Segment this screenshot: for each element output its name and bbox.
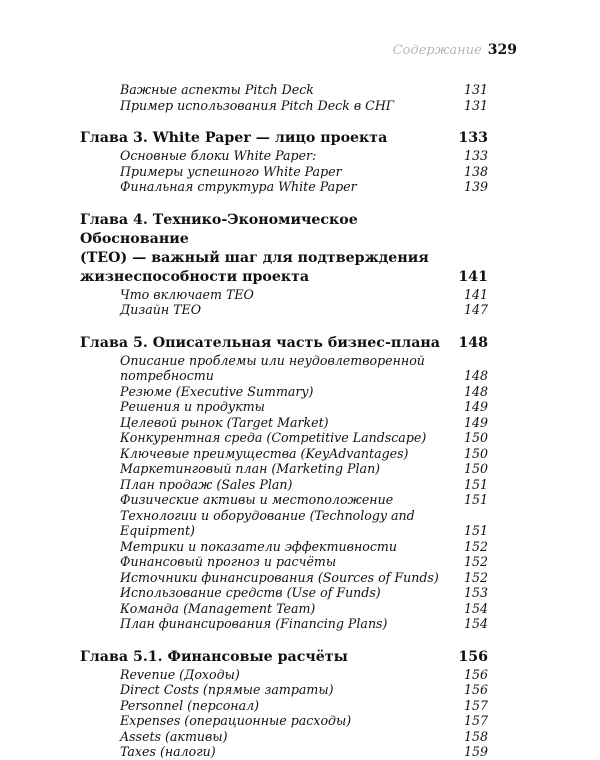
table-of-contents	[80, 82, 488, 760]
toc-entry[interactable]	[80, 430, 488, 446]
entry-title: Использование средств (Use of Funds)	[120, 585, 381, 600]
entry-page-number: 141	[463, 286, 488, 302]
entry-page-number: 153	[463, 585, 488, 600]
toc-entry[interactable]	[80, 492, 488, 508]
chapter-heading[interactable]	[80, 129, 488, 148]
toc-chapter	[80, 129, 488, 195]
toc-entry[interactable]	[80, 461, 488, 477]
chapter-page-number: 156	[458, 648, 488, 665]
toc-entry[interactable]	[80, 601, 488, 617]
entry-page-number: 148	[463, 383, 488, 399]
entry-title: Ключевые преимущества (KeyAdvantages)	[120, 445, 409, 461]
entry-title: Целевой рынок (Target Market)	[120, 414, 329, 430]
entry-page-number: 152	[463, 538, 488, 554]
entry-page-number: 156	[463, 682, 488, 697]
toc-chapter	[80, 334, 488, 632]
toc-entry[interactable]	[80, 446, 488, 462]
toc-entry[interactable]	[80, 713, 488, 729]
entry-title: Источники финансирования (Sources of Funds)	[120, 569, 439, 585]
entry-page-number: 159	[463, 744, 488, 759]
toc-entry[interactable]	[80, 179, 488, 195]
entry-title: Revenue (Доходы)	[120, 666, 240, 682]
toc-entry[interactable]	[80, 729, 488, 745]
toc-entry[interactable]	[80, 682, 488, 698]
toc-entry[interactable]	[80, 744, 488, 760]
header-page-number: 329	[487, 42, 517, 58]
toc-entry[interactable]	[80, 302, 488, 318]
entry-title: Direct Costs (прямые затраты)	[120, 682, 334, 697]
toc-entry[interactable]	[80, 82, 488, 98]
entry-title: Важные аспекты Pitch Deck	[120, 82, 314, 97]
entry-title: Физические активы и местоположение	[120, 492, 394, 507]
entry-title: Маркетинговый план (Marketing Plan)	[120, 461, 381, 476]
chapter-page-number: 133	[458, 130, 488, 146]
header-section-title: Содержание	[392, 43, 482, 58]
entry-page-number: 151	[463, 476, 488, 492]
toc-entry[interactable]	[80, 698, 488, 714]
chapter-title: Глава 5. Описательная часть бизнес-плана	[80, 334, 440, 351]
toc-entry[interactable]	[80, 616, 488, 632]
entry-page-number: 150	[463, 430, 488, 445]
entry-page-number: 139	[463, 179, 488, 194]
entry-page-number: 150	[463, 445, 488, 461]
toc-chapter	[80, 648, 488, 760]
toc-entry[interactable]	[80, 399, 488, 415]
entry-page-number: 154	[463, 600, 488, 616]
entry-title: План продаж (Sales Plan)	[120, 476, 293, 492]
entry-page-number: 152	[463, 554, 488, 569]
entry-title: Примеры успешного White Paper	[120, 163, 342, 179]
running-header	[393, 42, 517, 58]
entry-page-number: 131	[463, 97, 488, 113]
chapter-title: Глава 5.1. Финансовые расчёты	[80, 648, 348, 665]
chapter-heading[interactable]	[80, 211, 488, 287]
entry-title: Пример использования Pitch Deck в СНГ	[120, 97, 395, 113]
toc-entry[interactable]	[80, 415, 488, 431]
chapter-page-number: 148	[458, 334, 488, 351]
toc-entry[interactable]	[80, 98, 488, 114]
chapter-heading[interactable]	[80, 334, 488, 353]
entry-page-number: 138	[463, 163, 488, 179]
entry-page-number: 152	[463, 569, 488, 585]
entry-title: Метрики и показатели эффективности	[120, 538, 397, 554]
entry-title: Taxes (налоги)	[120, 744, 216, 759]
entry-title: Personnel (персонал)	[120, 697, 260, 713]
entry-title: Решения и продукты	[120, 399, 265, 414]
entry-title: Технологии и оборудование (Technology and Equipment)	[120, 507, 415, 538]
toc-entry[interactable]	[80, 539, 488, 555]
entry-title: Дизайн ТЕО	[120, 302, 202, 317]
entry-page-number: 151	[463, 492, 488, 507]
entry-page-number: 157	[463, 697, 488, 713]
toc-entry[interactable]	[80, 508, 488, 539]
entry-title: План финансирования (Financing Plans)	[120, 616, 388, 631]
toc-entry[interactable]	[80, 384, 488, 400]
entry-title: Конкурентная среда (Competitive Landscape)	[120, 430, 427, 445]
entry-page-number: 147	[463, 302, 488, 317]
toc-entry[interactable]	[80, 353, 488, 384]
entry-title: Что включает ТЕО	[120, 286, 254, 302]
entry-title: Финансовый прогноз и расчёты	[120, 554, 337, 569]
entry-page-number: 158	[463, 728, 488, 744]
toc-entry[interactable]	[80, 477, 488, 493]
toc-chapter	[80, 82, 488, 113]
entry-title: Основные блоки White Paper:	[120, 148, 317, 163]
entry-page-number: 151	[463, 523, 488, 538]
toc-entry[interactable]	[80, 554, 488, 570]
toc-entry[interactable]	[80, 570, 488, 586]
entry-page-number: 156	[463, 666, 488, 682]
entry-page-number: 149	[463, 414, 488, 430]
chapter-title: Глава 3. White Paper — лицо проекта	[80, 130, 388, 146]
toc-chapter	[80, 211, 488, 318]
chapter-title: Глава 4. Технико-Экономическое Обоснование (ТЕО) — важный шаг для подтверждения жизнеспособности проекта	[80, 211, 429, 285]
chapter-heading[interactable]	[80, 648, 488, 667]
toc-entry[interactable]	[80, 585, 488, 601]
entry-title: Финальная структура White Paper	[120, 179, 357, 194]
entry-title: Резюме (Executive Summary)	[120, 383, 314, 399]
entry-page-number: 148	[463, 368, 488, 383]
entry-page-number: 150	[463, 461, 488, 476]
entry-title: Команда (Management Team)	[120, 600, 316, 616]
toc-entry[interactable]	[80, 287, 488, 303]
toc-entry[interactable]	[80, 667, 488, 683]
entry-title: Assets (активы)	[120, 728, 228, 744]
entry-title: Expenses (операционные расходы)	[120, 713, 352, 728]
toc-entry[interactable]	[80, 164, 488, 180]
toc-entry[interactable]	[80, 148, 488, 164]
entry-page-number: 157	[463, 713, 488, 728]
entry-page-number: 133	[463, 148, 488, 163]
chapter-page-number: 141	[458, 268, 488, 285]
entry-page-number: 149	[463, 399, 488, 414]
entry-page-number: 154	[463, 616, 488, 631]
entry-title: Описание проблемы или неудовлетворенной потребности	[120, 352, 425, 383]
entry-page-number: 131	[463, 82, 488, 97]
